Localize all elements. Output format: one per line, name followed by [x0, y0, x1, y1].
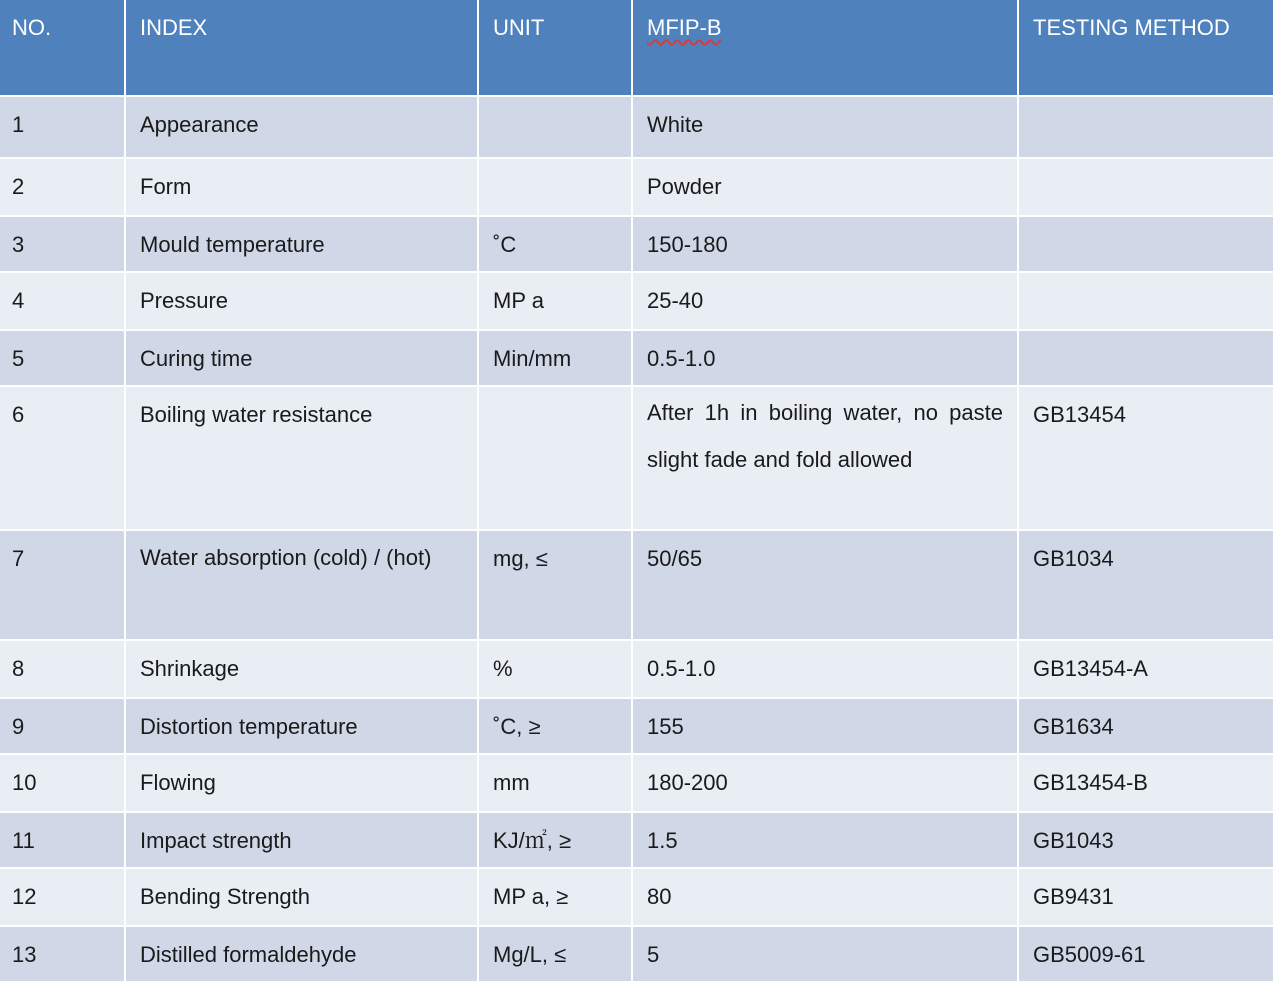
cell-unit: MP a, ≥ — [478, 868, 632, 926]
cell-method — [1018, 330, 1274, 386]
cell-unit — [478, 158, 632, 216]
table-row — [0, 330, 1274, 386]
cell-index: Curing time — [125, 330, 478, 386]
table-row — [0, 926, 1274, 982]
cell-method: GB13454-B — [1018, 754, 1274, 812]
cell-no: 9 — [0, 698, 125, 754]
cell-index: Mould temperature — [125, 216, 478, 272]
cell-unit: KJ/㎡, ≥ — [478, 812, 632, 868]
header-row — [0, 0, 1274, 96]
cell-method: GB13454-A — [1018, 640, 1274, 698]
cell-value: 0.5-1.0 — [632, 330, 1018, 386]
cell-unit: ˚C, ≥ — [478, 698, 632, 754]
cell-value: 5 — [632, 926, 1018, 982]
cell-unit: ˚C — [478, 216, 632, 272]
cell-no: 13 — [0, 926, 125, 982]
cell-unit: Min/mm — [478, 330, 632, 386]
cell-index: Water absorption (cold) / (hot) — [125, 530, 478, 640]
header-unit: UNIT — [478, 0, 632, 96]
cell-unit: mm — [478, 754, 632, 812]
cell-value: 155 — [632, 698, 1018, 754]
header-no: NO. — [0, 0, 125, 96]
cell-method: GB1634 — [1018, 698, 1274, 754]
header-method: TESTING METHOD — [1018, 0, 1274, 96]
cell-value: 50/65 — [632, 530, 1018, 640]
cell-index: Form — [125, 158, 478, 216]
cell-method: GB1034 — [1018, 530, 1274, 640]
cell-unit — [478, 96, 632, 158]
cell-index: Distilled formaldehyde — [125, 926, 478, 982]
cell-index: Flowing — [125, 754, 478, 812]
cell-value: 150-180 — [632, 216, 1018, 272]
cell-unit: MP a — [478, 272, 632, 330]
cell-index: Boiling water resistance — [125, 386, 478, 530]
cell-value: 25-40 — [632, 272, 1018, 330]
cell-method: GB1043 — [1018, 812, 1274, 868]
table-row — [0, 754, 1274, 812]
table-row — [0, 640, 1274, 698]
cell-index: Bending Strength — [125, 868, 478, 926]
cell-value: 1.5 — [632, 812, 1018, 868]
cell-value: After 1h in boiling water, no paste slight fade and fold allowed — [632, 386, 1018, 530]
cell-no: 4 — [0, 272, 125, 330]
cell-value: 80 — [632, 868, 1018, 926]
cell-value: Powder — [632, 158, 1018, 216]
cell-no: 12 — [0, 868, 125, 926]
table-row — [0, 96, 1274, 158]
cell-index: Distortion temperature — [125, 698, 478, 754]
cell-method: GB13454 — [1018, 386, 1274, 530]
cell-no: 11 — [0, 812, 125, 868]
cell-index: Shrinkage — [125, 640, 478, 698]
cell-no: 8 — [0, 640, 125, 698]
cell-unit: Mg/L, ≤ — [478, 926, 632, 982]
header-index: INDEX — [125, 0, 478, 96]
cell-no: 5 — [0, 330, 125, 386]
cell-no: 3 — [0, 216, 125, 272]
cell-method — [1018, 96, 1274, 158]
table-row — [0, 272, 1274, 330]
cell-no: 6 — [0, 386, 125, 530]
table-row — [0, 386, 1274, 530]
cell-method — [1018, 158, 1274, 216]
cell-unit: mg, ≤ — [478, 530, 632, 640]
cell-method: GB9431 — [1018, 868, 1274, 926]
cell-no: 1 — [0, 96, 125, 158]
cell-method: GB5009-61 — [1018, 926, 1274, 982]
table-row — [0, 868, 1274, 926]
table-row — [0, 216, 1274, 272]
table-row — [0, 158, 1274, 216]
table-row — [0, 698, 1274, 754]
header-mfip — [632, 0, 1018, 96]
cell-no: 10 — [0, 754, 125, 812]
cell-no: 2 — [0, 158, 125, 216]
cell-value: White — [632, 96, 1018, 158]
cell-index: Impact strength — [125, 812, 478, 868]
table-row — [0, 812, 1274, 868]
cell-index: Pressure — [125, 272, 478, 330]
cell-index: Appearance — [125, 96, 478, 158]
cell-method — [1018, 272, 1274, 330]
table-row — [0, 530, 1274, 640]
cell-value: 180-200 — [632, 754, 1018, 812]
cell-unit: % — [478, 640, 632, 698]
header-mfip-label: MFIP-B — [647, 15, 722, 40]
cell-no: 7 — [0, 530, 125, 640]
cell-method — [1018, 216, 1274, 272]
cell-unit — [478, 386, 632, 530]
cell-value: 0.5-1.0 — [632, 640, 1018, 698]
